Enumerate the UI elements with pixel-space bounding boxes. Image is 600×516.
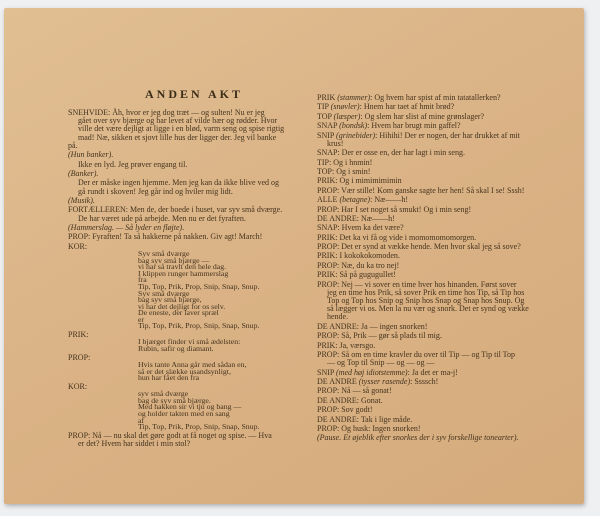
- verse-line: fra: [138, 275, 147, 285]
- stage-direction: [68, 170, 320, 178]
- speech-line: Ikke en lyd. Jeg prøver engang til.: [78, 159, 188, 169]
- speech-line: PROP: Nå — nu skal det gøre godt at få noget og spise. — Hva: [68, 430, 272, 440]
- speech-line: — og Top til Snip — og — og —: [327, 358, 435, 368]
- verse-line: og holder takten med en sang: [138, 408, 230, 418]
- speech-line: FORTÆLLEREN: Men de, der boede i huset, var syv små dværge.: [68, 205, 283, 215]
- speech-block: [317, 387, 581, 395]
- speech-block: [68, 233, 320, 241]
- verse-line: bag syv små bjærge,: [138, 295, 202, 305]
- speech-block: [317, 262, 581, 270]
- verse-line: af: [138, 415, 145, 425]
- speech-line: er det? Hvem har siddet i min stol?: [78, 439, 191, 449]
- speech-line: SNAP: Der er osse en, der har lagt i min seng.: [317, 148, 465, 158]
- verse-line: Tip, Top, Prik, Prop, Snip, Snap, Snup.: [138, 422, 260, 432]
- speech-block: [317, 206, 581, 214]
- paper-page: [4, 8, 584, 504]
- speech-block: [68, 243, 320, 330]
- speech-block: [317, 323, 581, 331]
- speech-block: [317, 271, 581, 279]
- speech-block: [317, 132, 581, 148]
- verse-line: vi har så travlt den hele dag.: [138, 262, 227, 272]
- stage-direction: [68, 224, 320, 232]
- speech-line: SNEHVIDE: Åh, hvor er jeg dog træt — og sulten! Nu er jeg: [68, 108, 265, 117]
- speech-block: [68, 109, 320, 150]
- speech-block: [317, 196, 581, 204]
- speech-line: krus!: [327, 138, 344, 148]
- speech-line: mad! Næ, sikken et sjovt lille hus der ligger der. Jeg vil banke: [78, 132, 277, 142]
- speech-block: [68, 179, 320, 195]
- speech-line: (Banker).: [68, 168, 99, 178]
- speech-block: [317, 149, 581, 157]
- speech-line: KOR:: [68, 382, 88, 391]
- speech-block: [317, 243, 581, 251]
- speech-block: [317, 397, 581, 405]
- speech-line: ALLE (betagne): Næ––––h!: [317, 195, 409, 205]
- speech-line: ville det være dejligt at ligge i en blød, varm seng og spise rigtig: [78, 124, 285, 134]
- stage-direction: [317, 434, 581, 442]
- verse-line: Hvis tante Anna går med sådan en,: [138, 360, 247, 370]
- speech-line: PROP: Fyraften! Ta så hakkerne på nakken. Giv agt! March!: [68, 232, 263, 242]
- speech-line: SNIP (grinebider): Hihihi! Der er nogen, der har drukket af mit: [317, 130, 520, 140]
- verse-line: Med hakken sir vi tju og bang —: [138, 402, 242, 412]
- verse-line: Syv små dværge: [138, 288, 190, 298]
- speech-line: så lægger vi os. Men la nu vær og snork. Det er synd og vække: [327, 304, 529, 314]
- verse-line: Rubin, safir og diamant.: [138, 344, 214, 354]
- verse-line: Tip, Top, Prik, Prop, Snip, Snap, Snup.: [138, 281, 260, 291]
- speech-line: jeg en time hos Prik, så sover Prik en time hos Tip, så Tip hos: [327, 287, 525, 297]
- speech-block: [68, 432, 320, 448]
- verse-line: bag de syv små bjærge.: [138, 395, 211, 405]
- speech-block: [317, 177, 581, 185]
- speech-line: PRIK: Det ka vi få og vide i momomomomorgen.: [317, 232, 477, 242]
- speech-block: [317, 215, 581, 223]
- speech-line: PRIK:: [68, 330, 89, 340]
- speech-line: PROP:: [68, 352, 91, 362]
- speech-line: gå rundt i skoven! Jeg går ind og hviler mig lidt.: [78, 186, 233, 196]
- stage-direction: [68, 151, 320, 159]
- speech-line: DE ANDRE: Tak i lige måde.: [317, 414, 413, 424]
- speech-line: DE ANDRE: Næ––––h!: [317, 213, 395, 223]
- verse-line: I bjærget finder vi små ædelsten:: [138, 337, 241, 347]
- speech-line: (Hammerslag. — Så lyder en fløjte).: [68, 222, 185, 232]
- speech-line: KOR:: [68, 241, 88, 251]
- speech-line: (Hun banker).: [68, 150, 114, 160]
- speech-block: [68, 161, 320, 169]
- speech-block: [317, 252, 581, 260]
- speech-line: gået over syv bjærge og har levet af vilde bær og rødder. Hvor: [78, 116, 278, 126]
- speech-block: [68, 206, 320, 222]
- speech-line: PROP: Vær stille! Kom ganske sagte her hen! Så skal I se! Sssh!: [317, 185, 525, 195]
- right-column: [317, 94, 581, 444]
- speech-line: TIP: Og i hnmin!: [317, 157, 373, 167]
- speech-block: [317, 425, 581, 433]
- speech-block: [317, 416, 581, 424]
- speech-line: på.: [68, 140, 78, 150]
- speech-line: De har været ude på arbejde. Men nu er det fyraften.: [78, 213, 246, 223]
- speech-line: TOP (læsper): Og slem har slist af mine grønslager?: [317, 111, 485, 121]
- speech-line: PROP: Sov godt!: [317, 405, 373, 415]
- verse-line: er: [138, 314, 145, 324]
- left-column: [68, 87, 320, 450]
- speech-line: PRIK (stammer): Og hvem har spist af min tatatallerken?: [317, 93, 501, 102]
- verse-line: I klippen runger hammerslag: [138, 268, 229, 278]
- speech-line: PROP: Og husk: Ingen snorken!: [317, 423, 421, 433]
- speech-line: PRIK: Ja, værsgo.: [317, 340, 376, 350]
- speech-line: PRIK: I kokokokomoden.: [317, 251, 400, 261]
- speech-line: DE ANDRE (tysser rasende): Ssssch!: [317, 376, 439, 386]
- speech-line: SNIP (med høj idiotstemme): Ja det er ma-j!: [317, 367, 458, 377]
- speech-line: PROP: Nå — så gonat!: [317, 386, 392, 396]
- speech-block: [317, 103, 581, 111]
- speech-block: [317, 122, 581, 130]
- verse-line: bag syv små bjærge —: [138, 255, 210, 265]
- speech-line: PROP: Så om en time kravler du over til Tip — og Tip til Top: [317, 350, 515, 359]
- verse-line: så er det slække usandsynligt,: [138, 366, 231, 376]
- speech-block: [317, 369, 581, 377]
- act-title: ANDEN AKT: [144, 87, 243, 101]
- speech-block: [317, 234, 581, 242]
- speech-line: hende.: [327, 312, 349, 322]
- speech-line: TOP: Og i smin!: [317, 166, 371, 176]
- speech-line: SNAP (bondsk): Hvem har brugt min gaffel?: [317, 121, 461, 131]
- speech-line: PRIK: Og i mimimimimin: [317, 176, 402, 186]
- verse-line: Syv små dværge: [138, 248, 190, 258]
- verse-line: hun har fået den fra: [138, 373, 200, 383]
- speech-block: [317, 351, 581, 367]
- speech-line: PROP: Har I set noget så smukt! Og i min seng!: [317, 204, 472, 214]
- speech-block: [317, 281, 581, 322]
- speech-block: [317, 187, 581, 195]
- speech-line: DE ANDRE: Gonat.: [317, 395, 383, 405]
- speech-block: [317, 332, 581, 340]
- speech-block: [317, 224, 581, 232]
- speech-line: TIP (snøvler): Hnem har taet af hmit brød?: [317, 102, 455, 112]
- speech-line: Der er måske ingen hjemme. Men jeg kan da ikke blive ved og: [78, 178, 280, 188]
- speech-line: (Musik).: [68, 195, 95, 205]
- speech-line: Top og Top hos Snip og Snip hos Snap og Snap hos Snup. Og: [327, 296, 525, 306]
- speech-line: (Pause. Et øjeblik efter snorkes der i syv forskellige tonearter).: [317, 433, 519, 443]
- speech-line: SNAP: Hvem ka det være?: [317, 223, 404, 233]
- speech-line: PRIK: Så på gugugullet!: [317, 270, 396, 280]
- speech-block: [317, 94, 581, 102]
- speech-block: [68, 331, 320, 352]
- speech-line: PROP: Så, Prik — gør så plads til mig.: [317, 331, 442, 341]
- speech-block: [317, 342, 581, 350]
- speech-line: PROP: Nej — vi sover en time hver hos hinanden. Først sover: [317, 279, 517, 289]
- speech-block: [68, 354, 320, 382]
- speech-block: [317, 113, 581, 121]
- verse-line: De eneste, der laver spræl: [138, 308, 219, 318]
- speech-block: [68, 383, 320, 431]
- speech-block: [317, 378, 581, 386]
- speech-block: [317, 159, 581, 167]
- speech-line: PROP: Næ, du ka tro nej!: [317, 260, 400, 270]
- speech-line: PROP: Det er synd at vække hende. Men hvor skal jeg så sove?: [317, 242, 521, 252]
- verse-line: Tip, Top, Prik, Prop, Snip, Snap, Snup.: [138, 321, 260, 331]
- verse-line: vi har det dejligt for os selv.: [138, 301, 226, 311]
- speech-block: [317, 406, 581, 414]
- speech-line: DE ANDRE: Ja — ingen snorken!: [317, 321, 428, 331]
- stage-direction: [68, 197, 320, 205]
- speech-block: [317, 168, 581, 176]
- verse-line: syv små dværge: [138, 389, 189, 399]
